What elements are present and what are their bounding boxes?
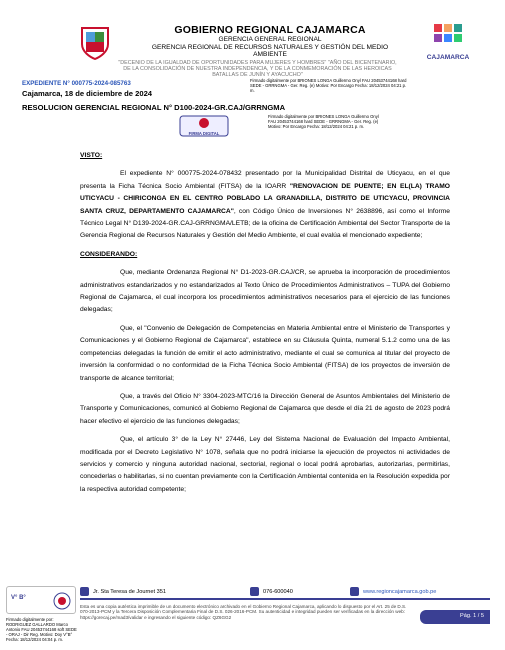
visto-paragraph: El expediente N° 000775-2024-078432 presentado por la Municipalidad Distrital de Uticyacu, en el que presenta la Ficha Técnica Socio Ambiental (FITSA) de la IOARR "RENOVACION DE PUENTE; EN EL(LA) TRAMO UTICYACU - CHIRICONGA EN EL CENTRO POBLADO LA GRANADILLA, DISTRITO DE UTICYACU, PROVINCIA SANTA CRUZ, DEPARTAMENTO CAJAMARCA", con Código Único de Inversiones N° 2638896, así como el Informe Técnico Legal N° D139-2024-GR.CAJ-GRRNGMA/LETB; de la oficina de Certificación Ambiental del Sector Transporte de la Gerencia Regional de Recursos Naturales y Gestión del Medio Ambiente, el cual evalúa el mencionado expediente; [80,170,450,240]
considerando-paragraph-4: Que, el artículo 3° de la Ley N° 27446, Ley del Sistema Nacional de Evaluación del Impacto Ambiental, modificada por el Decreto Legislativo N° 1078, señala que no podrá iniciarse la ejecución de proyectos ni actividades de servicios y comercio y ninguna autoridad nacional, sectorial, regional o local podrá aprobarlas, autorizarlas, permitirlas, concederlas o habilitarlas, si no cuentan previamente con la Certificación Ambiental contenida en la Resolución expedida por la respectiva autoridad competente; [80,436,450,493]
visto-heading: VISTO: [80,152,103,159]
document-header [0,0,505,140]
footer-contact-bar [80,584,490,598]
vb-stamp [6,586,76,614]
expediente-number: EXPEDIENTE N° 000775-2024-085763 [22,80,131,87]
document-body [80,150,450,502]
phone-icon [250,587,259,596]
considerando-paragraph-2: Que, el "Convenio de Delegación de Competencias en Materia Ambiental entre el Ministerio de Transportes y Comunicaciones y el Gobierno Regional de Cajamarca", establece en su Cláusula Quinta, numeral 5.1.2 como una de las competencias delegadas la función de emitir el acto administrativo, mediante el cual se comunica al titular del proyecto de inversión la conformidad o no conformidad de la Ficha Técnica Socio Ambiental (FITSA) de los proyectos de inversión de transporte de alcance territorial; [80,324,450,382]
footer-phone: 076-600040 [250,587,293,596]
resolution-title: RESOLUCION GERENCIAL REGIONAL N° D100-2024-GR.CAJ/GRRNGMA [22,103,286,112]
considerando-heading: CONSIDERANDO: [80,250,138,258]
document-footer [0,570,505,650]
digital-signature-top: Firmado digitalmente por BRIONES LONGA Guillermo Onyl FAU 20453744168 hard SEDE - GRRNGMA - Ger. Reg. (e) Motivo: Por Encargo Fecha: 18/12/2024 04:21 p. m. [250,78,407,93]
vb-stamp-icon [53,592,71,610]
peru-shield-icon [80,26,110,60]
considerando-paragraph-1: Que, mediante Ordenanza Regional N° D1-2023-GR.CAJ/CR, se aprueba la incorporación de procedimientos administrativos estandarizados y no estandarizados al Texto Único de Procedimientos Administrativos – TUPA del Gobierno Regional de Cajamarca, el cual incorpora los procedimientos administrativos necesarios para el ejercicio de las funciones delegadas; [80,269,450,314]
footer-address: Jr. Sta Teresa de Journet 351 [80,587,166,596]
header-subtitle: GERENCIA GENERAL REGIONAL GERENCIA REGIONAL DE RECURSOS NATURALES Y GESTIÓN DEL MEDIO AMBIENTE [151,36,389,59]
vb-signature-text: Firmado digitalmente por: RODRIGUEZ GALLARDO Marco Antonio FAU 20453744168 soft SEDE - ORAJ - Dir Reg. Motivo: Doy V°B° Fecha: 18/12/2024 04:04 p. m. [6,617,77,642]
considerando-paragraph-3: Que, a través del Oficio N° 3304-2023-MTC/16 la Dirección General de Asuntos Ambientales del Ministerio de Transporte y Comunicaciones, comunicó al Gobierno Regional de Cajamarca que desde el día 21 de agosto de 2023 podrá hacer efectivo el ejercicio de las funciones delegadas; [80,392,450,425]
region-logo-label: CAJAMARCA [426,54,470,61]
digital-signature-logo [178,114,230,138]
location-icon [80,587,89,596]
page-number: Pág. 1 / 5 [420,610,490,624]
web-icon [350,587,359,596]
header-slogan: "DECENIO DE LA IGUALDAD DE OPORTUNIDADES PARA MUJERES Y HOMBRES" "AÑO DEL BICENTENARIO, DE LA CONSOLIDACIÓN DE NUESTRA INDEPENDENCIA, Y DE LA CONMEMORACIÓN DE LAS HEROICAS BATALLAS DE JUNÍN Y AYACUCHO" [118,60,397,79]
digital-signature-text: Firmado digitalmente por BRIONES LONGA Guillermo Onyl FAU 20453744168 hard SEDE - GRRNGMA - Ger. Reg. (e) Motivo: Por Encargo Fecha: 18/12/2024 04:21 p. m. [268,114,379,129]
signature-label: FIRMA DIGITAL [188,131,220,136]
region-logo-icon [430,22,466,48]
footer-divider [80,598,490,600]
region-logo [418,22,478,66]
footer-authenticity-note: Esta es una copia auténtica imprimible de un documento electrónico archivado en el Gobierno Regional Cajamarca, aplicando lo dispuesto por el Art. 25 de D.S. 070-2013-PCM y la Tercera Disposición Complementaria Final de D.S. 026-2016-PCM. Su autenticidad e integridad pueden ser verificadas en la dirección web: https://gorecaj.pe/mad3/validar e ingresando el siguiente código: QZ6GG2 [80,604,407,620]
document-date: Cajamarca, 18 de diciembre de 2024 [22,89,153,98]
footer-website[interactable]: www.regioncajamarca.gob.pe [350,587,436,596]
vb-stamp-label: V° B° [11,595,26,601]
header-title: GOBIERNO REGIONAL CAJAMARCA [174,24,366,36]
